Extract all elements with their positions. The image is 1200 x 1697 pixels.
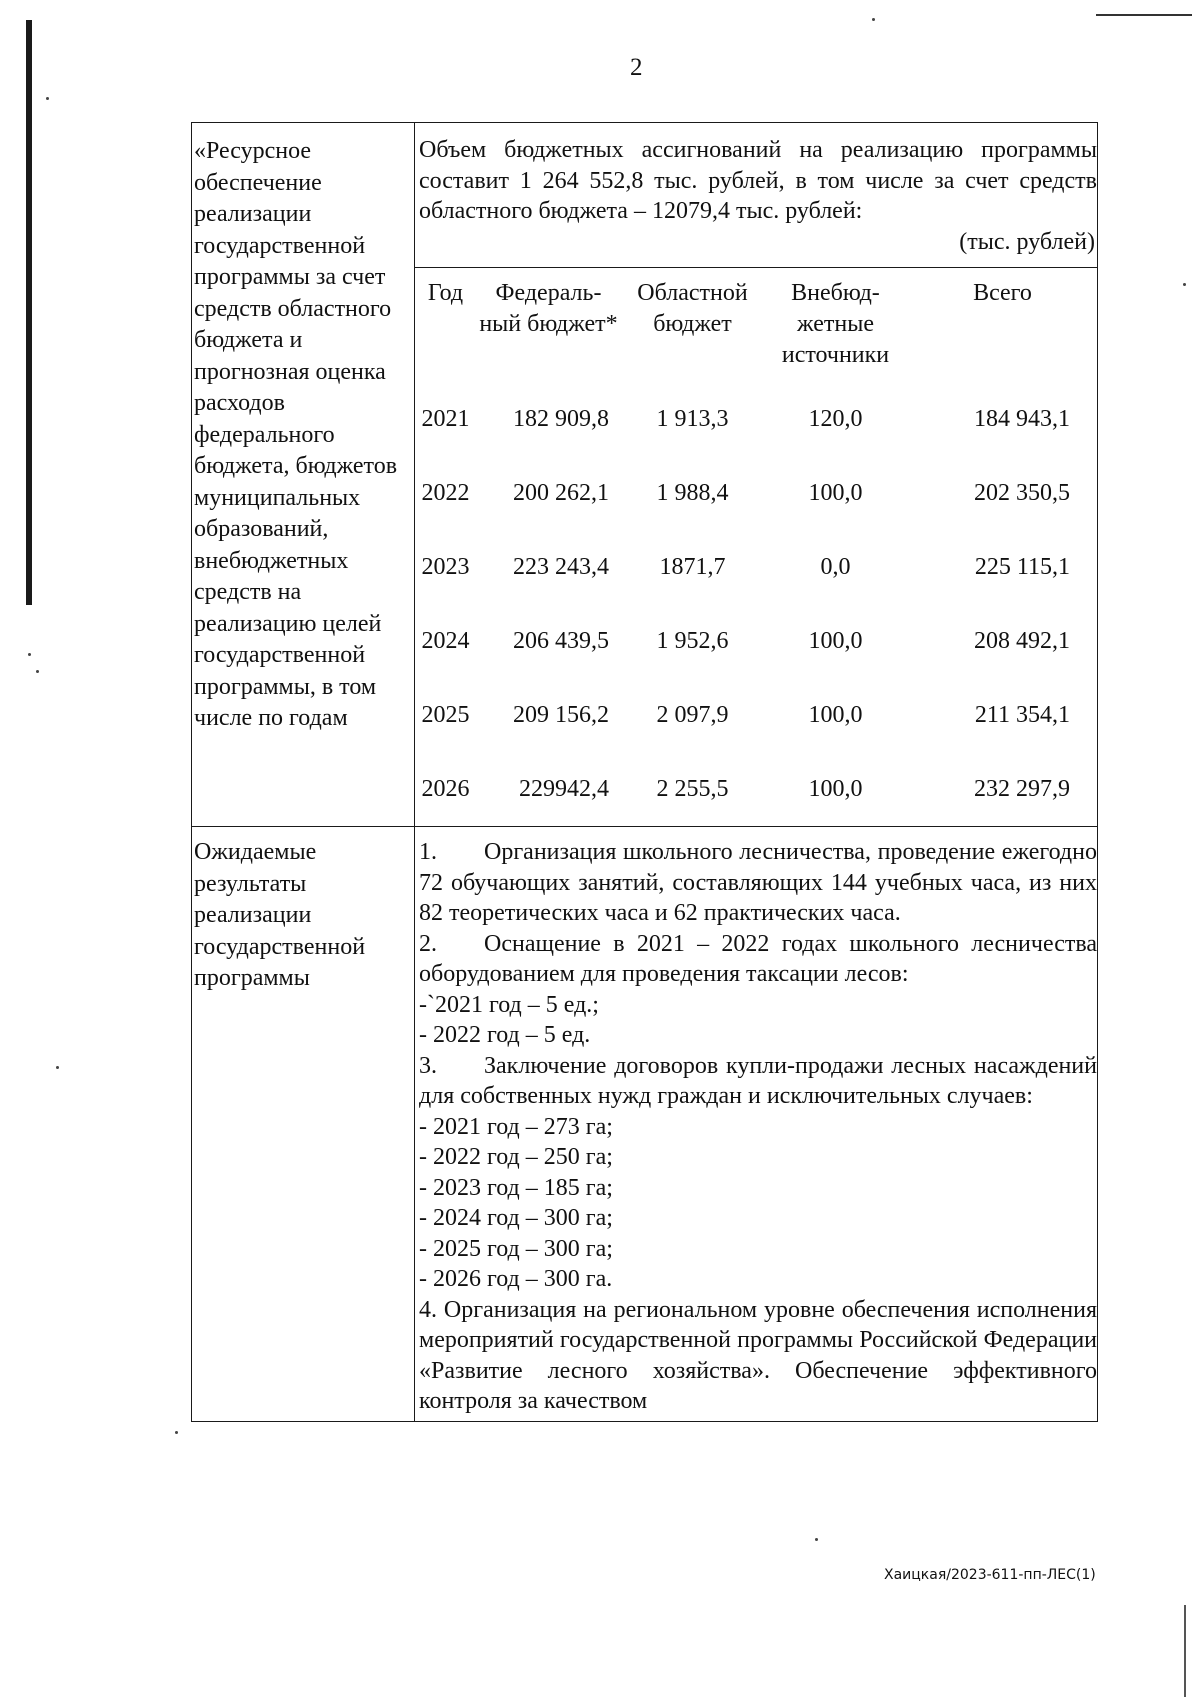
scan-speck (872, 18, 875, 21)
cell-year: 2022 (421, 480, 470, 506)
result-text: Организация школьного лесничества, проведение ежегодно 72 обучающих занятий, составляющих 144 учебных часа, из них 82 теоретических часа и 62 практических часа. (419, 839, 1097, 926)
scan-speck (46, 97, 49, 100)
cell-regional: 2 097,9 (656, 702, 729, 728)
scan-speck (815, 1538, 818, 1541)
scan-speck (36, 670, 39, 673)
results-list (415, 827, 1097, 1421)
result-item-2 (419, 929, 1097, 990)
list-item: - 2025 год – 300 га; (419, 1235, 613, 1262)
cell-year: 2026 (421, 776, 470, 802)
table-row (415, 456, 1098, 530)
header-regional: Областной бюджет (637, 280, 748, 337)
resources-label: «Ресурсное обеспечение реализации государственной программы за счет средств областного бюджета и прогнозная оценка расходов федерального бюджета, бюджетов муниципальных образований, внебюджетных средств на реализацию целей государственной программы, в том числе по годам (194, 138, 398, 731)
passport-table (191, 122, 1098, 1422)
scan-right-line (1184, 1605, 1186, 1697)
funding-table (415, 268, 1098, 826)
cell-regional: 2 255,5 (656, 776, 729, 802)
document-code: Хаицкая/2023-611-пп-ЛЕС(1) (884, 1567, 1096, 1583)
funding-header-row (415, 268, 1098, 382)
result-number: 1. (419, 839, 437, 865)
resources-label-cell (192, 123, 415, 827)
scan-top-line (1096, 14, 1192, 16)
cell-federal: 209 156,2 (513, 702, 609, 728)
cell-federal: 223 243,4 (513, 554, 609, 580)
list-item: - 2026 год – 300 га. (419, 1266, 613, 1292)
results-label-cell (192, 827, 415, 1422)
list-item: - 2024 год – 300 га; (419, 1205, 613, 1231)
result-text: Заключение договоров купли-продажи лесных насаждений для собственных нужд граждан и исключительных случаев: (419, 1052, 1097, 1109)
table-row (415, 678, 1098, 752)
page-number: 2 (630, 54, 643, 81)
table-row (415, 382, 1098, 456)
table-row (415, 530, 1098, 604)
cell-extra: 100,0 (808, 480, 863, 506)
header-total: Всего (973, 280, 1032, 306)
results-row (192, 827, 1098, 1422)
result-item-1 (419, 837, 1097, 929)
scan-speck (28, 653, 31, 656)
list-item: - 2023 год – 185 га; (419, 1174, 613, 1201)
header-extra: Внебюд-жетные источники (781, 280, 890, 368)
cell-total: 208 492,1 (974, 628, 1070, 654)
result-item-3 (419, 1051, 1097, 1112)
cell-regional: 1 952,6 (656, 628, 729, 654)
header-year: Год (427, 280, 464, 306)
cell-year: 2024 (421, 628, 470, 654)
list-item: - 2022 год – 250 га; (419, 1144, 613, 1170)
scan-edge-mark (26, 20, 32, 605)
cell-extra: 100,0 (808, 776, 863, 802)
cell-regional: 1871,7 (659, 554, 726, 580)
cell-total: 225 115,1 (974, 554, 1070, 580)
result-item-4: 4. Организация на региональном уровне обеспечения исполнения мероприятий государственной программы Российской Федерации «Развитие лесного хозяйства». Обеспечение эффективного контроля за качеством (419, 1296, 1097, 1414)
budget-summary (415, 123, 1097, 263)
cell-total: 211 354,1 (974, 702, 1070, 728)
cell-total: 232 297,9 (974, 776, 1070, 802)
scan-speck (56, 1066, 59, 1069)
results-content-cell (415, 827, 1098, 1422)
cell-year: 2023 (421, 554, 470, 580)
cell-year: 2025 (421, 702, 470, 728)
result-number: 2. (419, 930, 437, 957)
header-federal: Федераль-ный бюджет* (479, 280, 618, 337)
cell-federal: 200 262,1 (513, 480, 609, 506)
result-text: Оснащение в 2021 – 2022 годах школьного лесничества оборудованием для проведения таксации лесов: (419, 930, 1097, 987)
scan-speck (175, 1431, 178, 1434)
units-label: (тыс. рублей) (959, 228, 1095, 255)
cell-extra: 120,0 (808, 406, 863, 432)
cell-total: 184 943,1 (974, 406, 1070, 432)
cell-federal: 229942,4 (519, 776, 609, 802)
cell-year: 2021 (421, 406, 470, 432)
list-item: - 2021 год – 273 га; (419, 1113, 613, 1140)
result-number: 3. (419, 1052, 437, 1079)
cell-federal: 206 439,5 (513, 628, 609, 654)
resources-content-cell (415, 123, 1098, 827)
cell-federal: 182 909,8 (513, 406, 609, 432)
cell-total: 202 350,5 (974, 480, 1070, 506)
table-row (415, 604, 1098, 678)
cell-extra: 0,0 (820, 554, 851, 580)
cell-extra: 100,0 (808, 702, 863, 728)
list-item: - 2022 год – 5 ед. (419, 1022, 591, 1048)
cell-regional: 1 913,3 (656, 406, 729, 432)
cell-extra: 100,0 (808, 628, 863, 654)
resources-row (192, 123, 1098, 827)
results-label: Ожидаемые результаты реализации государственной программы (194, 839, 366, 991)
budget-summary-text: Объем бюджетных ассигнований на реализацию программы составит 1 264 552,8 тыс. рублей, в том числе за счет средств областного бюджета – 12079,4 тыс. рублей: (419, 137, 1097, 224)
cell-regional: 1 988,4 (656, 480, 729, 506)
list-item: -`2021 год – 5 ед.; (419, 991, 599, 1018)
scan-speck (1183, 283, 1186, 286)
table-row (415, 752, 1098, 826)
